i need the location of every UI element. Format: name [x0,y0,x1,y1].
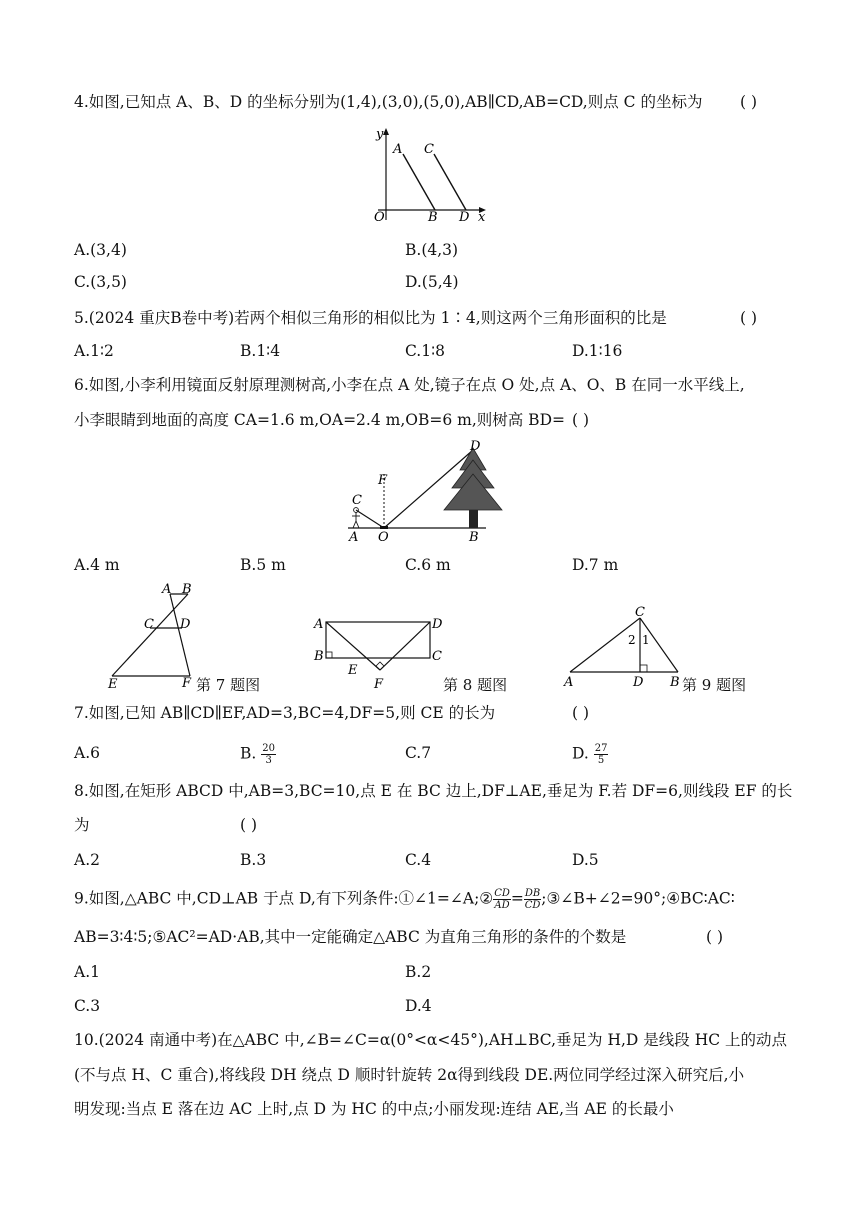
q6-option-a: A.4 m [74,556,120,574]
q9-option-c: C.3 [74,997,101,1015]
q8-option-c: C.4 [405,851,432,869]
q4-label-O: O [374,210,385,224]
q6-stem-line1: 6.如图,小李利用镜面反射原理测树高,小李在点 A 处,镜子在点 O 处,点 A、O、B 在同一水平线上, [74,376,745,394]
q7-option-b [240,743,276,766]
q4-label-A: A [393,142,403,157]
q4-label-B: B [428,210,438,224]
q4-stem: 4.如图,已知点 A、B、D 的坐标分别为(1,4),(3,0),(5,0),AB∥CD,AB=CD,则点 C 的坐标为 [74,93,703,111]
q6-label-O: O [378,530,389,544]
fig9-label-A: A [564,675,574,690]
q8-option-a: A.2 [74,851,100,869]
q7-option-d-fraction [594,743,609,766]
fig9-caption: 第 9 题图 [682,676,747,694]
fig9 [562,604,684,690]
q6-option-c: C.6 m [405,556,451,574]
q4-option-c: C.(3,5) [74,273,127,291]
q8-option-b: B.3 [240,851,267,869]
fig9-label-B: B [670,675,680,690]
fig7-label-C: C [144,617,154,632]
q9-equals: = [510,889,524,908]
fig8-label-C: C [432,649,442,664]
q7-d-numerator: 27 [594,743,608,754]
fig9-label-1: 1 [642,633,650,647]
fig7-label-B: B [182,582,192,597]
q6-label-B: B [469,530,479,544]
q5-option-c: C.1∶8 [405,342,445,360]
q9-frac2-num: DB [524,888,541,899]
fig7 [104,580,200,690]
fig7-label-A: A [162,582,172,597]
q9-option-a: A.1 [74,963,100,981]
q7-option-b-fraction [261,743,276,766]
q7-option-b-label: B. [240,744,257,763]
q6-label-A: A [349,530,359,544]
fig8-label-F: F [374,677,384,690]
q9-frac1-den: AD [494,900,510,911]
q7-option-d [572,743,608,766]
q4-label-x: x [478,210,486,224]
q9-option-d: D.4 [405,997,432,1015]
fig8-label-D: D [432,617,443,632]
q8-stem-line2: 为 [74,816,90,834]
fig8-label-A: A [314,617,324,632]
q8-stem-line1: 8.如图,在矩形 ABCD 中,AB=3,BC=10,点 E 在 BC 边上,DF⊥AE,垂足为 F.若 DF=6,则线段 EF 的长 [74,782,793,800]
q7-option-c: C.7 [405,744,432,762]
q9-frac1-num: CD [494,888,510,899]
q9-stem-line1 [74,888,735,911]
q4-option-d: D.(5,4) [405,273,459,291]
q6-option-b: B.5 m [240,556,286,574]
q10-line3: 明发现:当点 E 落在边 AC 上时,点 D 为 HC 的中点;小丽发现:连结 AE,当 AE 的长最小 [74,1100,674,1118]
fig9-label-D: D [633,675,644,690]
q9-stem-line2: AB=3∶4∶5;⑤AC²=AD·AB,其中一定能确定△ABC 为直角三角形的条件的个数是 [74,928,627,946]
q4-label-y: y [376,127,384,142]
q9-stem-part2: ;③∠B+∠2=90°;④BC∶AC∶ [541,889,735,908]
fig8-label-B: B [314,649,324,664]
q10-line2: (不与点 H、C 重合),将线段 DH 绕点 D 顺时针旋转 2α得到线段 DE.两位同学经过深入研究后,小 [74,1066,745,1084]
q5-option-d: D.1∶16 [572,342,623,360]
q8-option-d: D.5 [572,851,599,869]
fig7-label-E: E [108,677,118,690]
q7-paren: ( ) [572,704,590,722]
q5-paren: ( ) [740,309,758,327]
fig7-caption: 第 7 题图 [196,676,261,694]
q6-label-D: D [470,439,481,454]
q8-paren: ( ) [240,816,258,834]
q9-fraction-2 [524,888,541,911]
q6-figure [338,438,528,544]
fig9-label-C: C [635,605,645,620]
fig7-label-F: F [182,676,192,690]
q4-paren: ( ) [740,93,758,111]
q5-option-b: B.1∶4 [240,342,281,360]
q7-b-numerator: 20 [262,743,275,754]
q9-stem-part1: 9.如图,△ABC 中,CD⊥AB 于点 D,有下列条件:①∠1=∠A;② [74,889,494,908]
fig8-label-E: E [348,663,358,678]
q7-option-a: A.6 [74,744,100,762]
q4-figure [362,126,492,224]
q6-label-F: F [378,473,388,488]
q7-stem: 7.如图,已知 AB∥CD∥EF,AD=3,BC=4,DF=5,则 CE 的长为 [74,704,496,722]
q7-d-denominator: 5 [597,755,605,766]
q9-option-b: B.2 [405,963,432,981]
fig7-label-D: D [180,617,191,632]
q7-option-d-label: D. [572,744,589,763]
q4-label-C: C [424,142,434,157]
q10-line1: 10.(2024 南通中考)在△ABC 中,∠B=∠C=α(0°<α<45°),AH⊥BC,垂足为 H,D 是线段 HC 上的动点 [74,1031,787,1049]
q5-stem: 5.(2024 重庆B卷中考)若两个相似三角形的相似比为 1∶4,则这两个三角形面积的比是 [74,309,667,327]
q7-b-denominator: 3 [265,755,272,766]
q6-label-C: C [352,493,362,508]
fig8 [310,612,450,690]
q6-paren: ( ) [572,411,590,429]
q6-option-d: D.7 m [572,556,619,574]
q4-label-D: D [459,210,470,224]
fig8-caption: 第 8 题图 [443,676,508,694]
q4-option-a: A.(3,4) [74,241,127,259]
q9-fraction-1 [493,888,511,911]
q6-stem-line2: 小李眼睛到地面的高度 CA=1.6 m,OA=2.4 m,OB=6 m,则树高 BD= [74,411,565,429]
q9-paren: ( ) [706,928,724,946]
q9-frac2-den: CD [524,900,541,911]
fig9-label-2: 2 [628,633,636,647]
q4-option-b: B.(4,3) [405,241,459,259]
q5-option-a: A.1∶2 [74,342,114,360]
